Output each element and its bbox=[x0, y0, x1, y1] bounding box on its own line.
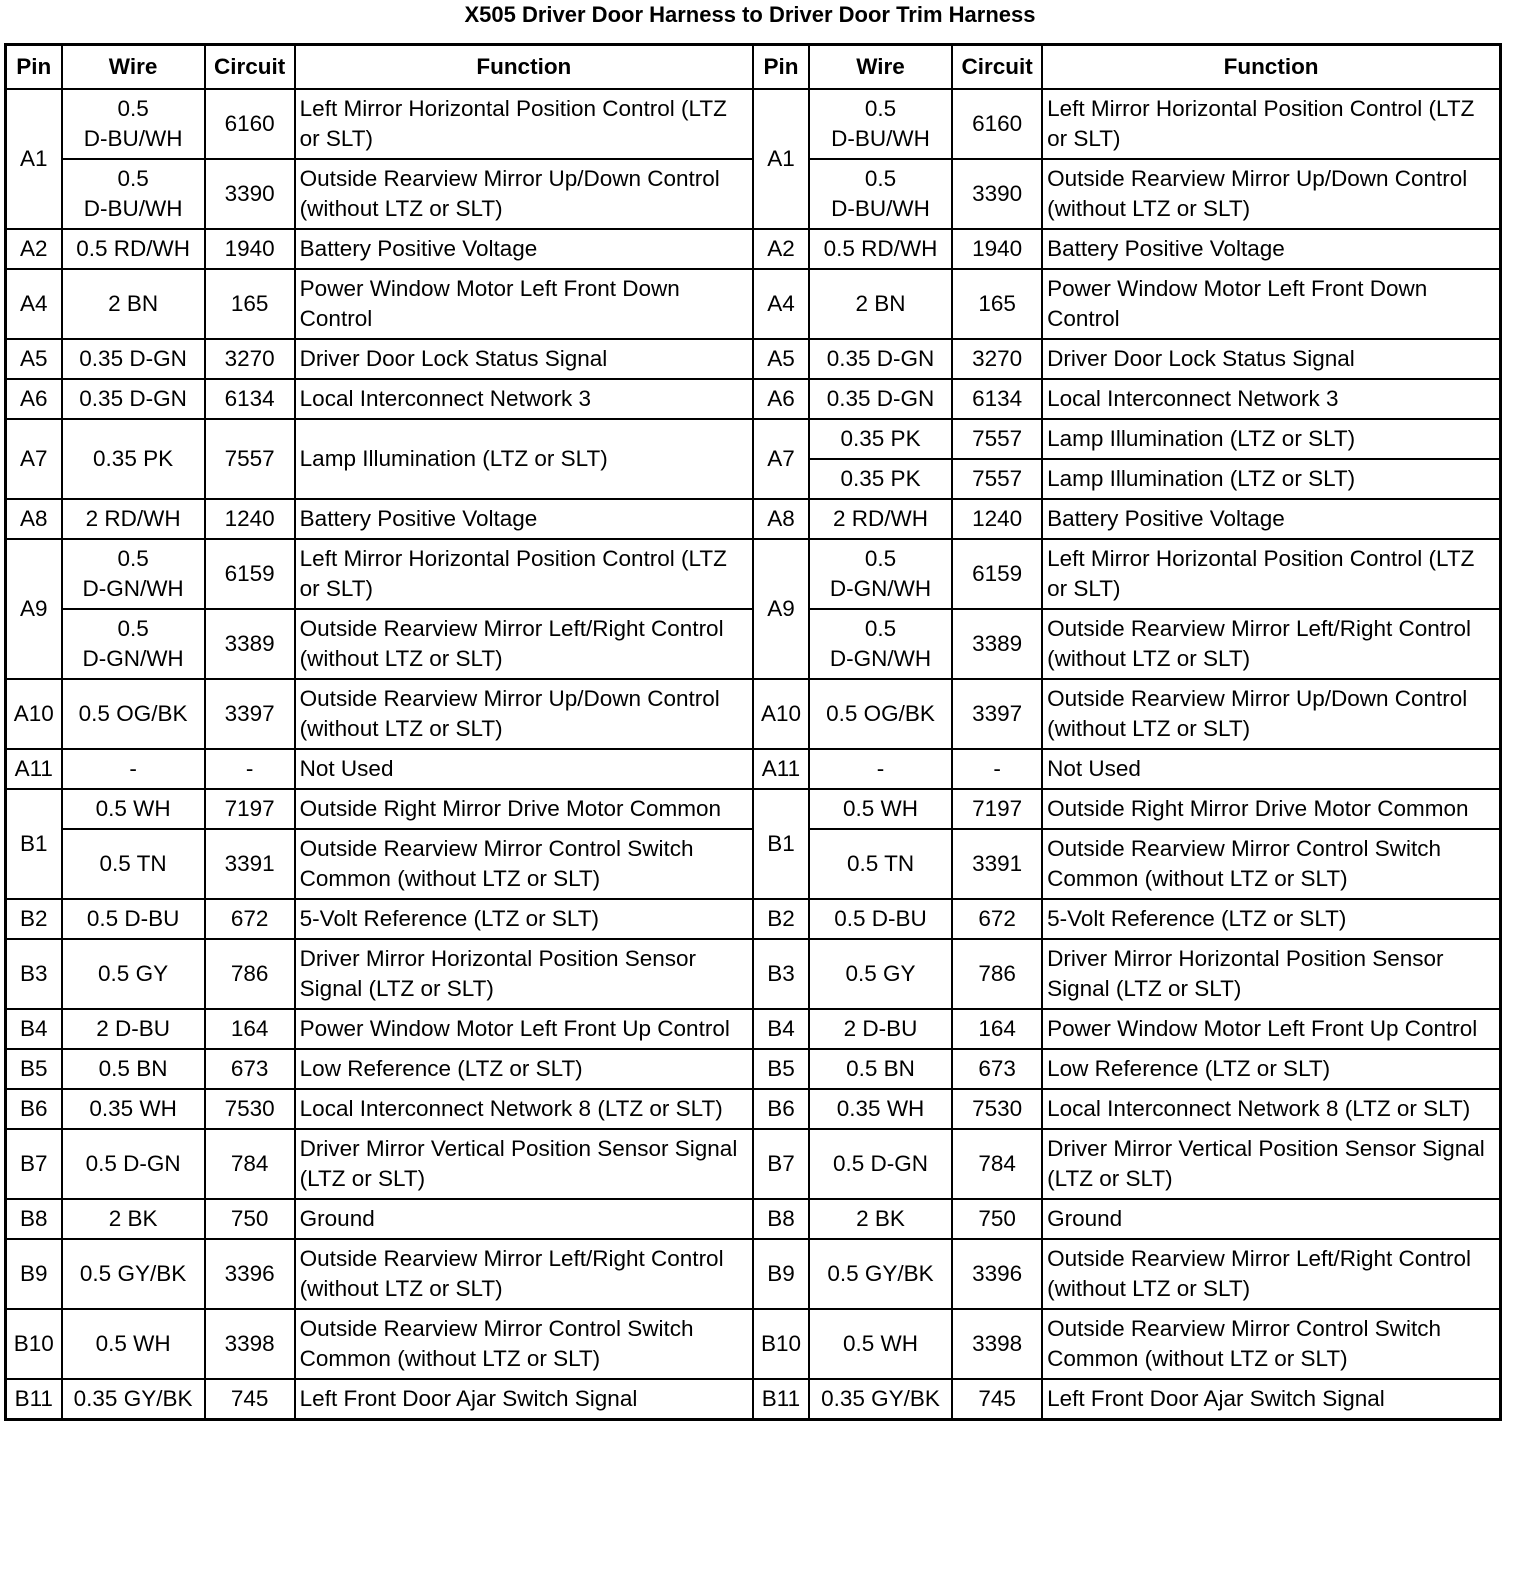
table-row bbox=[6, 499, 1501, 539]
wire-cell: 0.5 D-GN/WH bbox=[62, 609, 205, 679]
pin-cell: A8 bbox=[753, 499, 809, 539]
pin-cell: B9 bbox=[753, 1239, 809, 1309]
circuit-cell: 750 bbox=[952, 1199, 1042, 1239]
table-row bbox=[6, 679, 1501, 749]
table-row bbox=[6, 89, 1501, 159]
pinout-table-container bbox=[4, 43, 1502, 1421]
circuit-cell: 7197 bbox=[952, 789, 1042, 829]
pin-cell: A10 bbox=[753, 679, 809, 749]
circuit-cell: 7557 bbox=[952, 459, 1042, 499]
table-row bbox=[6, 539, 1501, 609]
wire-cell: 0.5 GY/BK bbox=[62, 1239, 205, 1309]
header-wire: Wire bbox=[809, 45, 952, 90]
circuit-cell: 6159 bbox=[952, 539, 1042, 609]
function-cell: Driver Mirror Vertical Position Sensor Signal (LTZ or SLT) bbox=[1042, 1129, 1500, 1199]
pin-cell: B4 bbox=[6, 1009, 62, 1049]
pin-cell: A4 bbox=[753, 269, 809, 339]
pin-cell: B11 bbox=[6, 1379, 62, 1420]
wire-cell: 0.5 D-BU/WH bbox=[62, 89, 205, 159]
circuit-cell: 164 bbox=[205, 1009, 295, 1049]
wire-cell: 0.5 TN bbox=[809, 829, 952, 899]
pin-cell: B4 bbox=[753, 1009, 809, 1049]
wire-cell: 0.5 D-GN bbox=[62, 1129, 205, 1199]
circuit-cell: 164 bbox=[952, 1009, 1042, 1049]
function-cell: Driver Mirror Vertical Position Sensor Signal (LTZ or SLT) bbox=[295, 1129, 753, 1199]
wire-cell: 0.5 BN bbox=[62, 1049, 205, 1089]
wire-cell: 0.35 D-GN bbox=[809, 339, 952, 379]
function-cell: Battery Positive Voltage bbox=[295, 499, 753, 539]
function-cell: Power Window Motor Left Front Up Control bbox=[1042, 1009, 1500, 1049]
wire-cell: 0.5 GY bbox=[62, 939, 205, 1009]
function-cell: Lamp Illumination (LTZ or SLT) bbox=[1042, 459, 1500, 499]
header-function: Function bbox=[295, 45, 753, 90]
function-cell: Outside Rearview Mirror Up/Down Control (without LTZ or SLT) bbox=[295, 679, 753, 749]
function-cell: Outside Rearview Mirror Up/Down Control (without LTZ or SLT) bbox=[1042, 159, 1500, 229]
circuit-cell: 3389 bbox=[952, 609, 1042, 679]
table-row bbox=[6, 1009, 1501, 1049]
pin-cell: B1 bbox=[753, 789, 809, 899]
circuit-cell: 786 bbox=[205, 939, 295, 1009]
wire-cell: 2 BN bbox=[62, 269, 205, 339]
pin-cell: A8 bbox=[6, 499, 62, 539]
table-title: X505 Driver Door Harness to Driver Door Trim Harness bbox=[464, 2, 1036, 27]
circuit-cell: 3398 bbox=[205, 1309, 295, 1379]
wire-cell: 0.35 D-GN bbox=[62, 379, 205, 419]
pin-cell: B3 bbox=[6, 939, 62, 1009]
wire-cell: 0.5 OG/BK bbox=[62, 679, 205, 749]
circuit-cell: 165 bbox=[952, 269, 1042, 339]
wire-cell: 0.35 PK bbox=[62, 419, 205, 499]
circuit-cell: 7530 bbox=[952, 1089, 1042, 1129]
header-pin: Pin bbox=[753, 45, 809, 90]
wire-cell: 0.5 D-GN/WH bbox=[809, 539, 952, 609]
pin-cell: A5 bbox=[753, 339, 809, 379]
circuit-cell: 3391 bbox=[205, 829, 295, 899]
circuit-cell: 1940 bbox=[952, 229, 1042, 269]
circuit-cell: 784 bbox=[205, 1129, 295, 1199]
function-cell: Battery Positive Voltage bbox=[1042, 499, 1500, 539]
function-cell: Low Reference (LTZ or SLT) bbox=[295, 1049, 753, 1089]
wire-cell: 0.5 D-GN bbox=[809, 1129, 952, 1199]
circuit-cell: 750 bbox=[205, 1199, 295, 1239]
circuit-cell: 3398 bbox=[952, 1309, 1042, 1379]
wire-cell: 0.35 WH bbox=[62, 1089, 205, 1129]
wire-cell: 2 BK bbox=[62, 1199, 205, 1239]
function-cell: Power Window Motor Left Front Down Control bbox=[1042, 269, 1500, 339]
circuit-cell: 7197 bbox=[205, 789, 295, 829]
table-row bbox=[6, 899, 1501, 939]
circuit-cell: 6160 bbox=[952, 89, 1042, 159]
circuit-cell: - bbox=[952, 749, 1042, 789]
pin-cell: B8 bbox=[6, 1199, 62, 1239]
header-wire: Wire bbox=[62, 45, 205, 90]
function-cell: Outside Rearview Mirror Left/Right Control (without LTZ or SLT) bbox=[1042, 609, 1500, 679]
function-cell: Not Used bbox=[295, 749, 753, 789]
pin-cell: A9 bbox=[6, 539, 62, 679]
pin-cell: B5 bbox=[6, 1049, 62, 1089]
function-cell: Outside Rearview Mirror Control Switch Common (without LTZ or SLT) bbox=[1042, 829, 1500, 899]
function-cell: Local Interconnect Network 8 (LTZ or SLT) bbox=[295, 1089, 753, 1129]
circuit-cell: 3270 bbox=[952, 339, 1042, 379]
circuit-cell: 7557 bbox=[952, 419, 1042, 459]
circuit-cell: 165 bbox=[205, 269, 295, 339]
header-function: Function bbox=[1042, 45, 1500, 90]
table-row bbox=[6, 789, 1501, 829]
wire-cell: 0.5 WH bbox=[809, 1309, 952, 1379]
table-row bbox=[6, 749, 1501, 789]
wire-cell: 0.5 D-BU/WH bbox=[62, 159, 205, 229]
pin-cell: B9 bbox=[6, 1239, 62, 1309]
circuit-cell: 786 bbox=[952, 939, 1042, 1009]
function-cell: Power Window Motor Left Front Up Control bbox=[295, 1009, 753, 1049]
pin-cell: B10 bbox=[6, 1309, 62, 1379]
wire-cell: 2 D-BU bbox=[62, 1009, 205, 1049]
table-row bbox=[6, 379, 1501, 419]
function-cell: Driver Mirror Horizontal Position Sensor Signal (LTZ or SLT) bbox=[1042, 939, 1500, 1009]
header-circuit: Circuit bbox=[205, 45, 295, 90]
wire-cell: 0.35 PK bbox=[809, 419, 952, 459]
wire-cell: 0.5 D-BU/WH bbox=[809, 159, 952, 229]
table-row bbox=[6, 1199, 1501, 1239]
table-row bbox=[6, 229, 1501, 269]
function-cell: Left Front Door Ajar Switch Signal bbox=[295, 1379, 753, 1420]
wire-cell: 0.5 D-GN/WH bbox=[809, 609, 952, 679]
pin-cell: B2 bbox=[6, 899, 62, 939]
wire-cell: 0.5 GY/BK bbox=[809, 1239, 952, 1309]
wire-cell: 0.5 D-BU bbox=[62, 899, 205, 939]
table-row bbox=[6, 419, 1501, 459]
pin-cell: B3 bbox=[753, 939, 809, 1009]
circuit-cell: 6159 bbox=[205, 539, 295, 609]
function-cell: Not Used bbox=[1042, 749, 1500, 789]
circuit-cell: 6134 bbox=[952, 379, 1042, 419]
pin-cell: A6 bbox=[6, 379, 62, 419]
function-cell: Power Window Motor Left Front Down Control bbox=[295, 269, 753, 339]
circuit-cell: 1240 bbox=[205, 499, 295, 539]
wire-cell: 0.35 PK bbox=[809, 459, 952, 499]
table-row bbox=[6, 1049, 1501, 1089]
wire-cell: 0.5 TN bbox=[62, 829, 205, 899]
pin-cell: A7 bbox=[6, 419, 62, 499]
wire-cell: - bbox=[809, 749, 952, 789]
function-cell: Driver Door Lock Status Signal bbox=[1042, 339, 1500, 379]
wire-cell: 0.5 D-GN/WH bbox=[62, 539, 205, 609]
circuit-cell: 3390 bbox=[952, 159, 1042, 229]
function-cell: Local Interconnect Network 8 (LTZ or SLT) bbox=[1042, 1089, 1500, 1129]
circuit-cell: 784 bbox=[952, 1129, 1042, 1199]
function-cell: Outside Rearview Mirror Control Switch Common (without LTZ or SLT) bbox=[1042, 1309, 1500, 1379]
circuit-cell: - bbox=[205, 749, 295, 789]
circuit-cell: 3390 bbox=[205, 159, 295, 229]
wire-cell: 0.5 RD/WH bbox=[809, 229, 952, 269]
pin-cell: A11 bbox=[6, 749, 62, 789]
wire-cell: 0.5 D-BU/WH bbox=[809, 89, 952, 159]
wire-cell: - bbox=[62, 749, 205, 789]
wire-cell: 0.35 GY/BK bbox=[62, 1379, 205, 1420]
function-cell: Left Mirror Horizontal Position Control (LTZ or SLT) bbox=[295, 539, 753, 609]
wire-cell: 0.35 D-GN bbox=[62, 339, 205, 379]
header-circuit: Circuit bbox=[952, 45, 1042, 90]
wire-cell: 0.5 GY bbox=[809, 939, 952, 1009]
pin-cell: A2 bbox=[6, 229, 62, 269]
pin-cell: B6 bbox=[6, 1089, 62, 1129]
header-row bbox=[6, 45, 1501, 90]
pin-cell: B5 bbox=[753, 1049, 809, 1089]
circuit-cell: 3396 bbox=[205, 1239, 295, 1309]
pin-cell: A7 bbox=[753, 419, 809, 499]
circuit-cell: 7557 bbox=[205, 419, 295, 499]
pin-cell: A1 bbox=[753, 89, 809, 229]
circuit-cell: 3270 bbox=[205, 339, 295, 379]
circuit-cell: 3396 bbox=[952, 1239, 1042, 1309]
function-cell: Ground bbox=[1042, 1199, 1500, 1239]
function-cell: Lamp Illumination (LTZ or SLT) bbox=[295, 419, 753, 499]
function-cell: Outside Rearview Mirror Left/Right Control (without LTZ or SLT) bbox=[1042, 1239, 1500, 1309]
function-cell: 5-Volt Reference (LTZ or SLT) bbox=[295, 899, 753, 939]
pin-cell: A4 bbox=[6, 269, 62, 339]
function-cell: 5-Volt Reference (LTZ or SLT) bbox=[1042, 899, 1500, 939]
table-row bbox=[6, 1089, 1501, 1129]
pin-cell: A11 bbox=[753, 749, 809, 789]
function-cell: Left Mirror Horizontal Position Control (LTZ or SLT) bbox=[1042, 89, 1500, 159]
function-cell: Outside Rearview Mirror Control Switch Common (without LTZ or SLT) bbox=[295, 829, 753, 899]
function-cell: Battery Positive Voltage bbox=[1042, 229, 1500, 269]
function-cell: Outside Rearview Mirror Left/Right Control (without LTZ or SLT) bbox=[295, 1239, 753, 1309]
circuit-cell: 1940 bbox=[205, 229, 295, 269]
function-cell: Left Mirror Horizontal Position Control (LTZ or SLT) bbox=[1042, 539, 1500, 609]
pin-cell: B1 bbox=[6, 789, 62, 899]
function-cell: Local Interconnect Network 3 bbox=[1042, 379, 1500, 419]
function-cell: Left Front Door Ajar Switch Signal bbox=[1042, 1379, 1500, 1420]
circuit-cell: 6160 bbox=[205, 89, 295, 159]
wire-cell: 2 RD/WH bbox=[62, 499, 205, 539]
wire-cell: 0.5 WH bbox=[809, 789, 952, 829]
circuit-cell: 672 bbox=[205, 899, 295, 939]
circuit-cell: 745 bbox=[205, 1379, 295, 1420]
function-cell: Local Interconnect Network 3 bbox=[295, 379, 753, 419]
pin-cell: A5 bbox=[6, 339, 62, 379]
table-row bbox=[6, 269, 1501, 339]
wire-cell: 2 BN bbox=[809, 269, 952, 339]
function-cell: Outside Right Mirror Drive Motor Common bbox=[295, 789, 753, 829]
wire-cell: 0.5 WH bbox=[62, 1309, 205, 1379]
function-cell: Outside Rearview Mirror Up/Down Control (without LTZ or SLT) bbox=[1042, 679, 1500, 749]
circuit-cell: 6134 bbox=[205, 379, 295, 419]
function-cell: Outside Rearview Mirror Control Switch Common (without LTZ or SLT) bbox=[295, 1309, 753, 1379]
header-pin: Pin bbox=[6, 45, 62, 90]
pin-cell: A10 bbox=[6, 679, 62, 749]
pin-cell: A2 bbox=[753, 229, 809, 269]
pin-cell: A9 bbox=[753, 539, 809, 679]
pin-cell: B10 bbox=[753, 1309, 809, 1379]
circuit-cell: 672 bbox=[952, 899, 1042, 939]
circuit-cell: 3397 bbox=[952, 679, 1042, 749]
wire-cell: 0.5 RD/WH bbox=[62, 229, 205, 269]
function-cell: Lamp Illumination (LTZ or SLT) bbox=[1042, 419, 1500, 459]
pin-cell: A1 bbox=[6, 89, 62, 229]
circuit-cell: 7530 bbox=[205, 1089, 295, 1129]
function-cell: Left Mirror Horizontal Position Control (LTZ or SLT) bbox=[295, 89, 753, 159]
pin-cell: B11 bbox=[753, 1379, 809, 1420]
wire-cell: 0.35 WH bbox=[809, 1089, 952, 1129]
wire-cell: 0.5 OG/BK bbox=[809, 679, 952, 749]
wire-cell: 0.5 WH bbox=[62, 789, 205, 829]
wire-cell: 0.5 BN bbox=[809, 1049, 952, 1089]
wire-cell: 0.35 GY/BK bbox=[809, 1379, 952, 1420]
function-cell: Driver Mirror Horizontal Position Sensor Signal (LTZ or SLT) bbox=[295, 939, 753, 1009]
circuit-cell: 3397 bbox=[205, 679, 295, 749]
wire-cell: 2 BK bbox=[809, 1199, 952, 1239]
circuit-cell: 673 bbox=[205, 1049, 295, 1089]
pin-cell: B7 bbox=[753, 1129, 809, 1199]
table-row bbox=[6, 1129, 1501, 1199]
pinout-table bbox=[4, 43, 1502, 1421]
circuit-cell: 1240 bbox=[952, 499, 1042, 539]
wire-cell: 0.35 D-GN bbox=[809, 379, 952, 419]
circuit-cell: 3389 bbox=[205, 609, 295, 679]
circuit-cell: 3391 bbox=[952, 829, 1042, 899]
circuit-cell: 673 bbox=[952, 1049, 1042, 1089]
wire-cell: 2 D-BU bbox=[809, 1009, 952, 1049]
pin-cell: B2 bbox=[753, 899, 809, 939]
function-cell: Driver Door Lock Status Signal bbox=[295, 339, 753, 379]
wire-cell: 0.5 D-BU bbox=[809, 899, 952, 939]
table-row bbox=[6, 1379, 1501, 1420]
function-cell: Outside Rearview Mirror Left/Right Control (without LTZ or SLT) bbox=[295, 609, 753, 679]
table-row bbox=[6, 339, 1501, 379]
table-row bbox=[6, 1309, 1501, 1379]
function-cell: Ground bbox=[295, 1199, 753, 1239]
pin-cell: A6 bbox=[753, 379, 809, 419]
wire-cell: 2 RD/WH bbox=[809, 499, 952, 539]
function-cell: Outside Rearview Mirror Up/Down Control (without LTZ or SLT) bbox=[295, 159, 753, 229]
function-cell: Outside Right Mirror Drive Motor Common bbox=[1042, 789, 1500, 829]
circuit-cell: 745 bbox=[952, 1379, 1042, 1420]
pin-cell: B8 bbox=[753, 1199, 809, 1239]
pin-cell: B6 bbox=[753, 1089, 809, 1129]
function-cell: Low Reference (LTZ or SLT) bbox=[1042, 1049, 1500, 1089]
table-row bbox=[6, 939, 1501, 1009]
function-cell: Battery Positive Voltage bbox=[295, 229, 753, 269]
table-row bbox=[6, 1239, 1501, 1309]
pin-cell: B7 bbox=[6, 1129, 62, 1199]
